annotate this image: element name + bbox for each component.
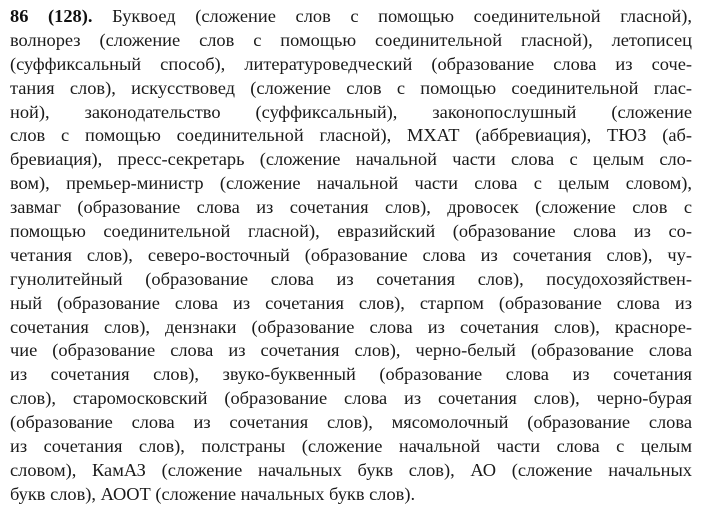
text-line-6: слов с помощью соединительной гласной), МХАТ (аббревиация), ТЮЗ (аб- [10, 125, 692, 146]
text-line-4: тания слов), искусствовед (сложение слов с помощью соединительной глас- [10, 77, 692, 98]
answer-text-block [10, 5, 692, 507]
text-line-13: ный (образование слова из сочетания слов), старпом (образование слова из [10, 292, 692, 313]
text-line-7: бревиация), пресс-секретарь (сложение начальной части слова с целым сло- [10, 149, 692, 170]
text-line-3: (суффиксальный способ), литературоведческий (образование слова из соче- [10, 53, 692, 74]
text-line-15: чие (образование слова из сочетания слов), черно-белый (образование слова [10, 340, 692, 361]
text-line-9: завмаг (образование слова из сочетания слов), дровосек (сложение слов с [10, 197, 692, 218]
text-line-1-content: Буквоед (сложение слов с помощью соединительной гласной), [112, 6, 692, 26]
text-line-21: букв слов), АООТ (сложение начальных букв слов). [10, 483, 416, 504]
text-line-1 [10, 5, 692, 29]
text-line-19: из сочетания слов), полстраны (сложение начальной части слова с целым [10, 436, 692, 457]
text-line-10: помощью соединительной гласной), евразийский (образование слова из со- [10, 221, 692, 242]
text-line-5: ной), законодательство (суффиксальный), законопослушный (сложение [10, 101, 692, 122]
text-line-17: слов), старомосковский (образование слова из сочетания слов), черно-бурая [10, 388, 692, 409]
exercise-number: 86 (128). [10, 6, 93, 26]
text-line-18: (образование слова из сочетания слов), мясомолочный (образование слова [10, 412, 692, 433]
text-line-11: четания слов), северо-восточный (образование слова из сочетания слов), чу- [10, 244, 692, 265]
text-line-2: волнорез (сложение слов с помощью соединительной гласной), летописец [10, 29, 692, 50]
text-line-8: вом), премьер-министр (сложение начальной части слова с целым словом), [10, 173, 692, 194]
text-line-20: словом), КамАЗ (сложение начальных букв слов), АО (сложение начальных [10, 459, 692, 480]
text-line-12: гунолитейный (образование слова из сочетания слов), посудохозяйствен- [10, 268, 692, 289]
text-line-14: сочетания слов), дензнаки (образование слова из сочетания слов), красноре- [10, 316, 692, 337]
text-line-16: из сочетания слов), звуко-буквенный (образование слова из сочетания [10, 364, 692, 385]
